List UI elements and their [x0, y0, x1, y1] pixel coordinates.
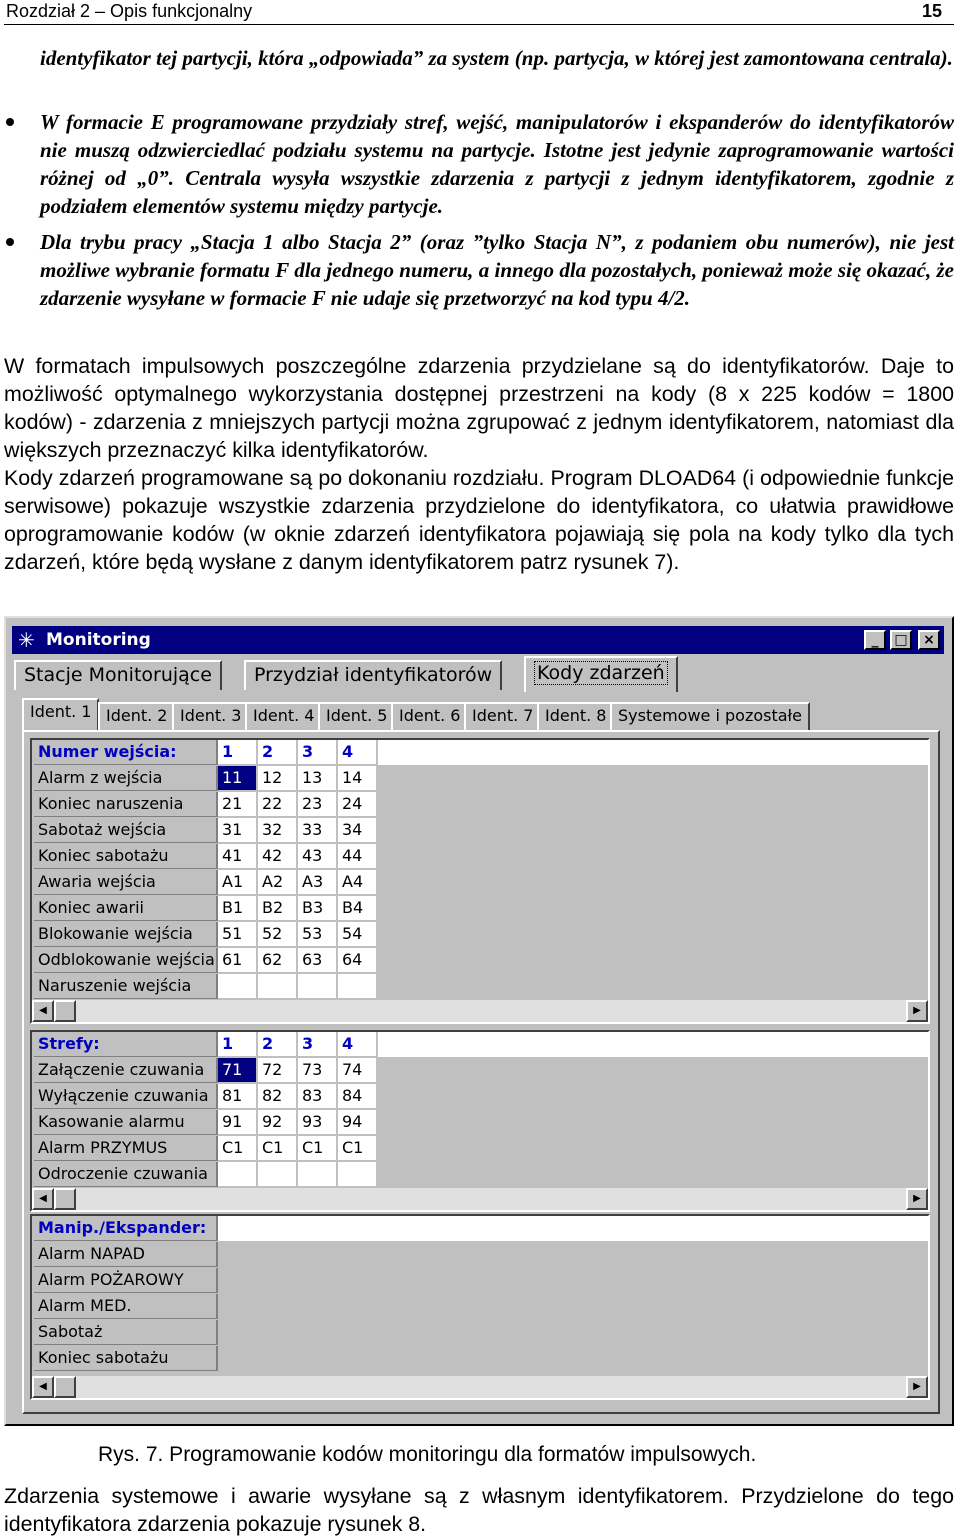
scroll-thumb[interactable] — [54, 1000, 76, 1022]
code-cell[interactable]: 43 — [298, 844, 337, 869]
code-cell[interactable]: 24 — [338, 792, 377, 817]
grid-row-label: Blokowanie wejścia — [34, 922, 218, 947]
code-cell[interactable]: 64 — [338, 948, 377, 973]
code-cell[interactable] — [298, 1162, 337, 1187]
figure-caption: Rys. 7. Programowanie kodów monitoringu dla formatów impulsowych. — [98, 1443, 757, 1466]
monitoring-window — [4, 616, 954, 1426]
window-title: Monitoring — [46, 630, 151, 650]
grid-row — [32, 818, 928, 844]
code-cell[interactable]: 52 — [258, 922, 297, 947]
grid-row — [32, 948, 928, 974]
code-cell[interactable]: 71 — [218, 1058, 257, 1083]
paragraph-system-events: Zdarzenia systemowe i awarie wysyłane są z własnym identyfikatorem. Przydzielone do tego identyfikatora zdarzenia pokazuje rysunek 8. — [4, 1484, 954, 1536]
grid-column-header: 2 — [258, 740, 297, 765]
code-cell[interactable]: 83 — [298, 1084, 337, 1109]
grid-row-label: Załączenie czuwania — [34, 1058, 218, 1083]
code-cell[interactable] — [218, 1162, 257, 1187]
subtab-ident-4[interactable]: Ident. 4 — [245, 702, 322, 730]
scroll-thumb[interactable] — [54, 1188, 76, 1210]
paragraph-event-codes: Kody zdarzeń programowane są po dokonaniu rozdziału. Program DLOAD64 (i odpowiednie funkcje serwisowe) pokazuje wszystkie zdarzenia przydzielone do identyfikatora, co ułatwia prawidłowe oprogramowanie kodów (w oknie zdarzeń identyfikatora pojawiają się pola na kody tylko dla tych zdarzeń, które będą wysłane z danym identyfikatorem patrz rysunek 7). — [4, 466, 954, 574]
grid-row — [32, 766, 928, 792]
grid-header-label: Strefy: — [34, 1032, 218, 1057]
grid-column-header: 3 — [298, 1032, 337, 1057]
scroll-right-button[interactable]: ▶ — [906, 1376, 928, 1398]
bullet-format-e: W formacie E programowane przydziały stref, wejść, manipulatorów i ekspanderów do identyfikatorów nie muszą odzwierciedlać podziału systemu na partycje. Istotne jest jedynie zaprogramowanie wartości różnej od „0”. Centrala wysyła wszystkie zdarzenia z partycji z jednym identyfikatorem, zgodnie z podziałem elementów systemu między partycje. — [40, 110, 954, 218]
grid-row-label: Koniec naruszenia — [34, 792, 218, 817]
subtab-ident-6[interactable]: Ident. 6 — [391, 702, 468, 730]
code-cell[interactable]: 61 — [218, 948, 257, 973]
subtab-ident-5[interactable]: Ident. 5 — [318, 702, 395, 730]
code-cell[interactable]: 92 — [258, 1110, 297, 1135]
code-cell[interactable]: B3 — [298, 896, 337, 921]
grid-column-header: 4 — [338, 1032, 377, 1057]
code-cell[interactable] — [338, 1162, 377, 1187]
scroll-left-button[interactable]: ◀ — [32, 1376, 54, 1398]
code-cell[interactable]: 72 — [258, 1058, 297, 1083]
code-cell[interactable]: 14 — [338, 766, 377, 791]
grid-column-header: 4 — [338, 740, 377, 765]
grid-row — [32, 1136, 928, 1162]
page-number: 15 — [921, 1, 942, 21]
code-cell[interactable]: C1 — [218, 1136, 257, 1161]
code-cell[interactable] — [258, 1162, 297, 1187]
grid-row-label: Sabotaż wejścia — [34, 818, 218, 843]
grid-row-label: Odroczenie czuwania — [34, 1162, 218, 1187]
scroll-right-button[interactable]: ▶ — [906, 1188, 928, 1210]
grid-row-label: Koniec awarii — [34, 896, 218, 921]
code-cell[interactable]: 74 — [338, 1058, 377, 1083]
horizontal-scrollbar[interactable] — [32, 1188, 928, 1210]
code-cell[interactable] — [218, 974, 257, 999]
code-cell[interactable]: A1 — [218, 870, 257, 895]
code-cell[interactable]: A3 — [298, 870, 337, 895]
subtab-ident-2[interactable]: Ident. 2 — [98, 702, 175, 730]
code-cell[interactable]: C1 — [258, 1136, 297, 1161]
code-cell[interactable] — [338, 974, 377, 999]
grid-row — [32, 1268, 928, 1294]
scroll-right-button[interactable]: ▶ — [906, 1000, 928, 1022]
grid-header-fill — [378, 1032, 928, 1057]
code-cell[interactable]: 21 — [218, 792, 257, 817]
grid-header-row — [32, 1032, 928, 1058]
close-button[interactable]: × — [918, 630, 940, 650]
grid-row — [32, 896, 928, 922]
code-cell[interactable]: 42 — [258, 844, 297, 869]
scroll-left-button[interactable]: ◀ — [32, 1000, 54, 1022]
code-cell[interactable]: 31 — [218, 818, 257, 843]
code-cell[interactable]: 44 — [338, 844, 377, 869]
grid-row-label: Koniec sabotażu — [34, 844, 218, 869]
scroll-left-button[interactable]: ◀ — [32, 1188, 54, 1210]
bullet-continuation: identyfikator tej partycji, która „odpowiada” za system (np. partycja, w której jest zamontowana centrala). — [40, 46, 953, 70]
code-cell[interactable]: 94 — [338, 1110, 377, 1135]
grid-header-label: Manip./Ekspander: — [34, 1216, 218, 1241]
grid-row-label: Wyłączenie czuwania — [34, 1084, 218, 1109]
grid-row-label: Awaria wejścia — [34, 870, 218, 895]
grid-row-label: Kasowanie alarmu — [34, 1110, 218, 1135]
grid-row-label: Alarm NAPAD — [34, 1242, 218, 1267]
code-cell[interactable]: 81 — [218, 1084, 257, 1109]
grid-row — [32, 1294, 928, 1320]
code-cell[interactable]: 33 — [298, 818, 337, 843]
code-cell[interactable]: 23 — [298, 792, 337, 817]
title-bar — [12, 626, 944, 654]
grid-column-header: 1 — [218, 1032, 257, 1057]
code-cell[interactable]: 32 — [258, 818, 297, 843]
code-cell[interactable]: 41 — [218, 844, 257, 869]
code-cell[interactable]: 82 — [258, 1084, 297, 1109]
grid-row-label: Alarm POŻAROWY — [34, 1268, 218, 1293]
grid-keypads — [30, 1214, 930, 1400]
grid-row-label: Koniec sabotażu — [34, 1346, 218, 1371]
grid-row-label: Odblokowanie wejścia — [34, 948, 218, 973]
horizontal-scrollbar[interactable] — [32, 1000, 928, 1022]
code-cell[interactable]: 13 — [298, 766, 337, 791]
grid-header-label: Numer wejścia: — [34, 740, 218, 765]
code-cell[interactable]: 54 — [338, 922, 377, 947]
grid-row-label: Alarm z wejścia — [34, 766, 218, 791]
page-header — [4, 0, 954, 25]
grid-row — [32, 1242, 928, 1268]
grid-row — [32, 1084, 928, 1110]
grid-header-fill — [218, 1216, 928, 1241]
grid-row — [32, 1346, 928, 1372]
code-cell[interactable]: 22 — [258, 792, 297, 817]
bullet-dot — [6, 238, 14, 246]
code-cell[interactable]: B2 — [258, 896, 297, 921]
tab-kody-zdarzen[interactable] — [524, 656, 678, 692]
subtab-ident-1[interactable]: Ident. 1 — [22, 698, 99, 730]
grid-row-label: Alarm MED. — [34, 1294, 218, 1319]
grid-header-row — [32, 740, 928, 766]
bullet-format-f: Dla trybu pracy „Stacja 1 albo Stacja 2” (oraz ”tylko Stacja N”, z podaniem obu numerów), nie jest możliwe wybranie formatu F dla jednego numeru, a innego dla pozostałych, ponieważ może się okazać, że zdarzenie wysyłane w formacie F nie udaje się przetworzyć na kod typu 4/2. — [40, 230, 954, 310]
grid-row — [32, 1058, 928, 1084]
code-cell[interactable]: A4 — [338, 870, 377, 895]
code-cell[interactable]: 62 — [258, 948, 297, 973]
code-cell[interactable]: B1 — [218, 896, 257, 921]
tab-kody-zdarzen-label: Kody zdarzeń — [534, 661, 668, 685]
grid-row — [32, 1162, 928, 1188]
grid-column-header: 3 — [298, 740, 337, 765]
bullet-dot — [6, 118, 14, 126]
code-cell[interactable]: C1 — [298, 1136, 337, 1161]
code-cell[interactable]: 34 — [338, 818, 377, 843]
chapter-title: Rozdział 2 – Opis funkcjonalny — [6, 1, 253, 21]
code-cell[interactable]: 51 — [218, 922, 257, 947]
grid-row — [32, 922, 928, 948]
grid-row — [32, 792, 928, 818]
scroll-thumb[interactable] — [54, 1376, 76, 1398]
code-cell[interactable]: 73 — [298, 1058, 337, 1083]
subtab-ident-3[interactable]: Ident. 3 — [172, 702, 249, 730]
grid-inputs — [30, 738, 930, 1024]
minimize-button[interactable]: _ — [864, 630, 886, 650]
grid-zones — [30, 1030, 930, 1212]
code-cell[interactable]: 93 — [298, 1110, 337, 1135]
code-cell[interactable]: 91 — [218, 1110, 257, 1135]
code-cell[interactable]: 11 — [218, 766, 257, 791]
code-cell[interactable] — [258, 974, 297, 999]
horizontal-scrollbar[interactable] — [32, 1376, 928, 1398]
grid-row — [32, 844, 928, 870]
code-cell[interactable]: 63 — [298, 948, 337, 973]
grid-header-fill — [378, 740, 928, 765]
tab-przydzial-identyfikatorow[interactable]: Przydział identyfikatorów — [244, 660, 502, 690]
tab-stacje-monitorujace[interactable]: Stacje Monitorujące — [14, 660, 222, 690]
code-cell[interactable]: B4 — [338, 896, 377, 921]
grid-row-label: Naruszenie wejścia — [34, 974, 218, 999]
subtab-ident-7[interactable]: Ident. 7 — [464, 702, 541, 730]
code-cell[interactable]: C1 — [338, 1136, 377, 1161]
grid-column-header: 1 — [218, 740, 257, 765]
grid-row-label: Sabotaż — [34, 1320, 218, 1345]
subtab-ident-8[interactable]: Ident. 8 — [537, 702, 614, 730]
grid-row — [32, 870, 928, 896]
grid-row — [32, 1320, 928, 1346]
code-cell[interactable] — [298, 974, 337, 999]
grid-row-label: Alarm PRZYMUS — [34, 1136, 218, 1161]
subtab-systemowe[interactable]: Systemowe i pozostałe — [610, 702, 810, 730]
code-cell[interactable]: 84 — [338, 1084, 377, 1109]
code-cell[interactable]: 12 — [258, 766, 297, 791]
app-icon: ✳ — [18, 628, 35, 652]
grid-column-header: 2 — [258, 1032, 297, 1057]
grid-header-row — [32, 1216, 928, 1242]
code-cell[interactable]: A2 — [258, 870, 297, 895]
maximize-button[interactable]: □ — [890, 630, 912, 650]
code-cell[interactable]: 53 — [298, 922, 337, 947]
paragraph-impulse-formats: W formatach impulsowych poszczególne zdarzenia przydzielane są do identyfikatorów. Daje to możliwość optymalnego wykorzystania dostępnej przestrzeni na kody (8 x 225 kodów = 1800 kodów) - zdarzenia z mniejszych partycji można zgrupować z jednym identyfikatorem, natomiast dla większych przeznaczyć kilka identyfikatorów. — [4, 354, 954, 462]
grid-row — [32, 974, 928, 1000]
grid-row — [32, 1110, 928, 1136]
